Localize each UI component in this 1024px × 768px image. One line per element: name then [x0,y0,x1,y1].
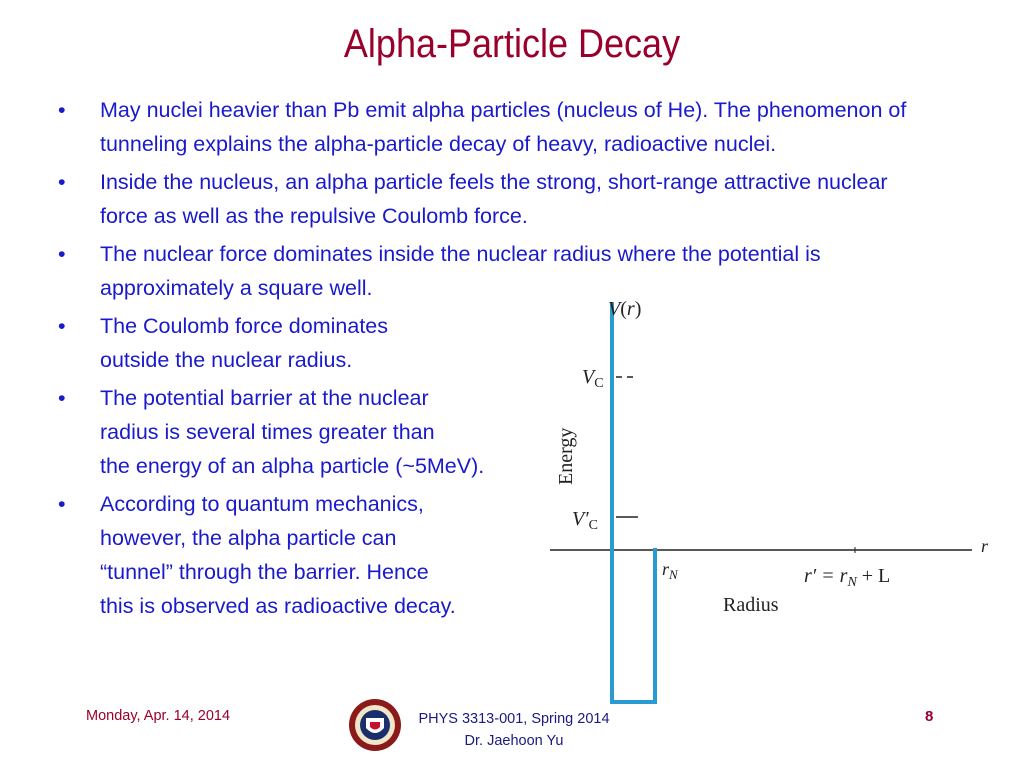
bullet-symbol: • [58,314,66,338]
university-seal-icon [348,698,402,752]
rprime-label: $r' = r_N + L$ [804,565,891,590]
bullet-text: According to quantum mechanics, however, the alpha particle can “tunnel” through the barrier. Hence this is observed as radioactive decay. [100,492,456,618]
bullet-text: Inside the nucleus, an alpha particle feels the strong, short-range attractive nuclear force as well as the repulsive Coulomb force. [100,170,888,228]
bullet-text: The nuclear force dominates inside the nuclear radius where the potential is approximately a square well. [100,242,821,300]
rn-label: $r_N$ [662,559,678,582]
vc-label: $V_C$ [582,366,604,391]
energy-axis-label: Energy [555,427,577,485]
vpc-label: $V'_C$ [572,508,598,533]
course-name: PHYS 3313-001, Spring 2014 [418,711,610,727]
radius-label: Radius [723,594,779,616]
bullet-text: The potential barrier at the nuclear radius is several times greater than the energy of an alpha particle (~5MeV). [100,386,485,478]
potential-diagram [540,285,1010,715]
bullet-symbol: • [58,170,66,194]
bullet-item [58,165,988,233]
bullet-text: May nuclei heavier than Pb emit alpha particles (nucleus of He). The phenomenon of tunneling explains the alpha-particle decay of heavy, radioactive nuclei. [100,98,907,156]
bullet-symbol: • [58,242,66,266]
vr-axis-label: V(r) [608,298,642,320]
bullet-symbol: • [58,492,66,516]
x-axis-r-label: r [981,536,989,556]
instructor-name: Dr. Jaehoon Yu [464,733,564,749]
bullet-item [58,93,988,161]
footer-course [406,708,622,752]
bullet-text: The Coulomb force dominates outside the nuclear radius. [100,314,389,372]
bullet-symbol: • [58,98,66,122]
slide-title: Alpha-Particle Decay [343,22,681,66]
square-well-potential [612,303,655,702]
bullet-symbol: • [58,386,66,410]
page-number: 8 [925,708,934,725]
footer-date: Monday, Apr. 14, 2014 [86,708,231,724]
